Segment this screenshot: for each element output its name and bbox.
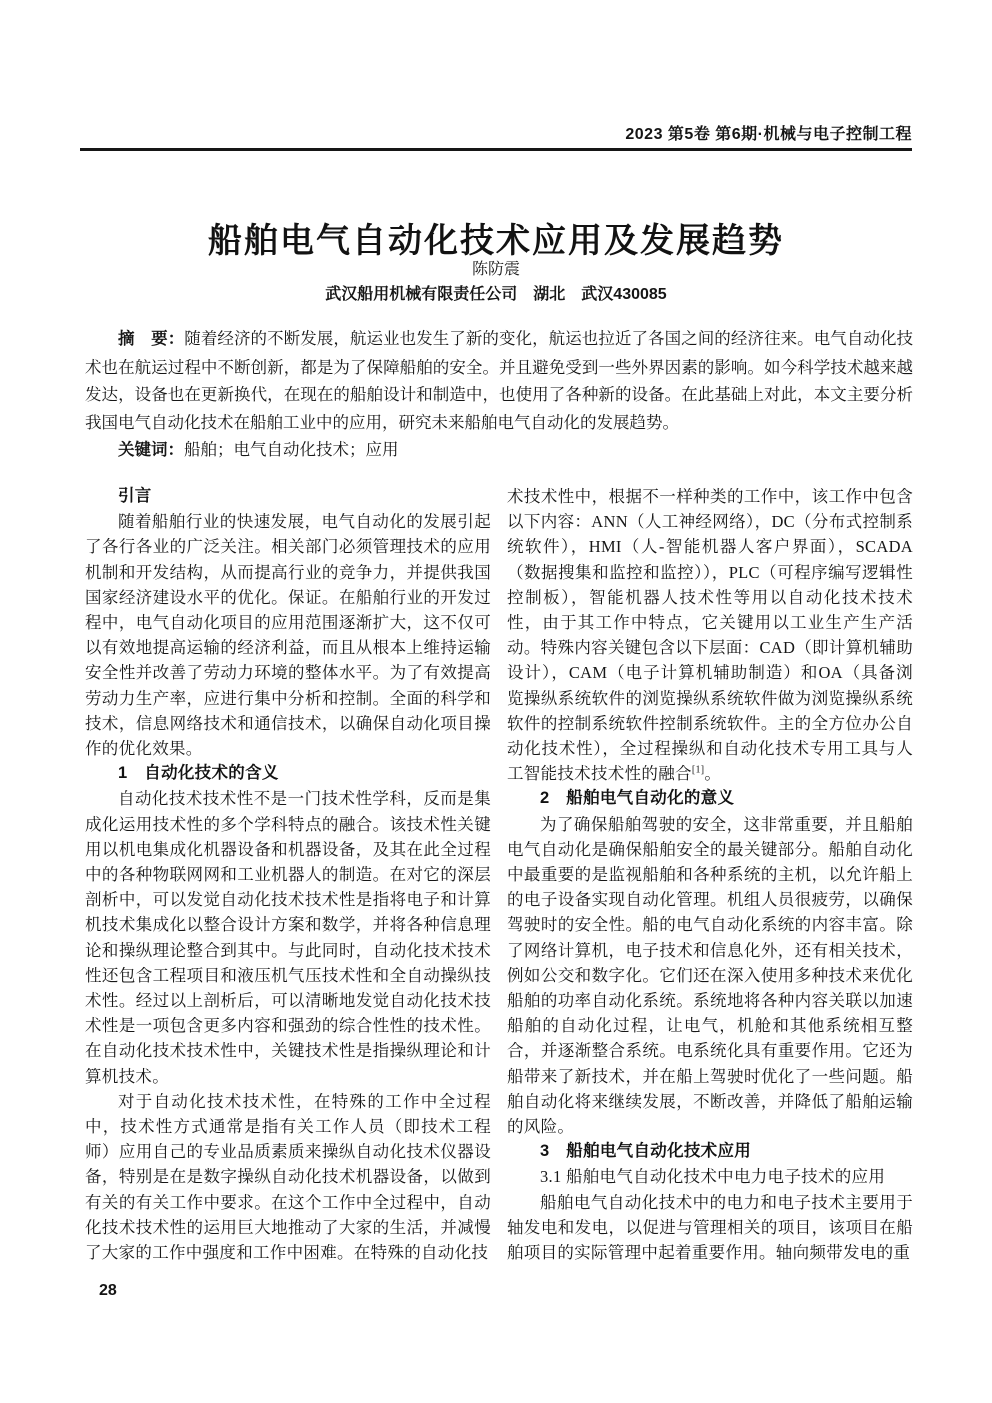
section-2-heading: 2 船舶电气自动化的意义 bbox=[540, 789, 735, 808]
header-rule bbox=[80, 148, 912, 151]
page-title: 船舶电气自动化技术应用及发展趋势 bbox=[208, 221, 784, 260]
keywords-paragraph bbox=[85, 436, 913, 465]
section-3-heading: 3 船舶电气自动化技术应用 bbox=[540, 1142, 752, 1161]
abstract-paragraph bbox=[85, 325, 913, 436]
intro-paragraph: 随着船舶行业的快速发展，电气自动化的发展引起了各行各业的广泛关注。相关部门必须管理技术的应用机制和开发结构，从而提高行业的竞争力，并提供我国国家经济建设水平的优化。保证。在船舶行业的开发过程中，电气自动化项目的应用范围逐渐扩大，这不仅可以有效地提高运输的经济利益，而且从根本上维持运输安全性并改善了劳动力环境的整体水平。为了有效提高劳动力生产率，应进行集中分析和控制。全面的科学和技术，信息网络技术和通信技术，以确保自动化项目操作的优化效果。 bbox=[85, 512, 491, 759]
continued-paragraph-period: 。 bbox=[704, 764, 722, 784]
abstract-block bbox=[85, 325, 913, 465]
intro-heading: 引言 bbox=[118, 487, 152, 505]
section-2-paragraph: 为了确保船舶驾驶的安全，这非常重要，并且船舶电气自动化是确保船舶安全的最关键部分。船舶自动化中最重要的是监视船舶和各种系统的主机，以允许船上的电子设备实现自动化管理。机组人员很疲劳，以确保驾驶时的安全性。船的电气自动化系统的内容丰富。除了网络计算机，电子技术和信息化外，还有相关技术，例如公交和数字化。它们还在深入使用多种技术来优化船舶的功率自动化系统。系统地将各种内容关联以加速船舶的自动化过程，让电气，机舱和其他系统相互整合，并逐渐整合系统。电系统化具有重要作用。它还为船带来了新技术，并在船上驾驶时优化了一些问题。船舶自动化将来继续发展，不断改善，并降低了船舶运输的风险。 bbox=[507, 814, 913, 1137]
citation-ref-1: [1] bbox=[691, 764, 705, 776]
continued-paragraph-text: 术技术性中，根据不一样种类的工作中，该工作中包含以下内容：ANN（人工神经网络），DC（分布式控制系统软件），HMI（人-智能机器人客户界面），SCADA（数据搜集和监控和监控）），PLC（可程序编写逻辑性控制板），智能机器人技术性等用以自动化技术技术性，由于其工作中特点，它关键用以工业生产生产活动。特殊内容关键包含以下层面：CAD（即计算机辅助设计），CAM（电子计算机辅助制造）和OA（具备浏览操纵系统软件的浏览操纵系统软件做为浏览操纵系统软件的控制系统软件控制系统软件。主的全方位办公自动化技术性），全过程操纵和自动化技术专用工具与人工智能技术技术性的融合 bbox=[507, 487, 913, 784]
section-1-heading: 1 自动化技术的含义 bbox=[118, 764, 279, 783]
two-column-body bbox=[85, 484, 913, 1265]
section-1-paragraph-1: 自动化技术技术性不是一门技术性学科，反而是集成化运用技术性的多个学科特点的融合。该技术性关键用以机电集成化机器设备和机器设备，及其在此全过程中的各种物联网网和工业机器人的制造。在对它的深层剖析中，可以发觉自动化技术技术性是指将电子和计算机技术集成化以整合设计方案和数学，并将各种信息理论和操纵理论整合到其中。与此同时，自动化技术技术性还包含工程项目和液压机气压技术性和全自动操纵技术性。经过以上剖析后，可以清晰地发觉自动化技术技术性是一项包含更多内容和强劲的综合性性的技术性。在自动化技术技术性中，关键技术性是指操纵理论和计算机技术。 bbox=[85, 789, 491, 1086]
keywords-text: 船舶；电气自动化技术；应用 bbox=[184, 440, 399, 459]
author-affiliation: 武汉船用机械有限责任公司 湖北 武汉430085 bbox=[325, 286, 667, 303]
keywords-label: 关键词： bbox=[118, 441, 184, 459]
left-column bbox=[85, 484, 491, 1265]
page-number: 28 bbox=[99, 1282, 117, 1299]
right-column bbox=[507, 484, 913, 1265]
section-3-1-heading: 3.1 船舶电气自动化技术中电力电子技术的应用 bbox=[540, 1167, 886, 1187]
journal-header: 2023 第5卷 第6期·机械与电子控制工程 bbox=[625, 126, 912, 143]
section-3-1-paragraph: 船舶电气自动化技术中的电力和电子技术主要用于轴发电和发电，以促进与管理相关的项目，该项目在船舶项目的实际管理中起着重要作用。轴向频带发电的重 bbox=[507, 1192, 913, 1263]
abstract-text: 随着经济的不断发展，航运业也发生了新的变化，航运也拉近了各国之间的经济往来。电气自动化技术也在航运过程中不断创新，都是为了保障船舶的安全。并且避免受到一些外界因素的影响。如今科学技术越来越发达，设备也在更新换代，在现在的船舶设计和制造中，也使用了各种新的设备。在此基础上对此，本文主要分析我国电气自动化技术在船舶工业中的应用，研究未来船舶电气自动化的发展趋势。 bbox=[85, 329, 914, 432]
author-name: 陈防震 bbox=[471, 261, 520, 278]
continued-paragraph bbox=[507, 484, 913, 786]
section-1-paragraph-2: 对于自动化技术技术性，在特殊的工作中全过程中，技术性方式通常是指有关工作人员（即技术工程师）应用自己的专业品质素质来操纵自动化技术仪器设备，特别是在是数字操纵自动化技术机器设备，以做到有关的有关工作中要求。在这个工作中全过程中，自动化技术技术性的运用巨大地推动了大家的生活，并减慢了大家的工作中强度和工作中困难。在特殊的自动化技 bbox=[85, 1091, 491, 1263]
abstract-label: 摘 要： bbox=[118, 330, 185, 348]
